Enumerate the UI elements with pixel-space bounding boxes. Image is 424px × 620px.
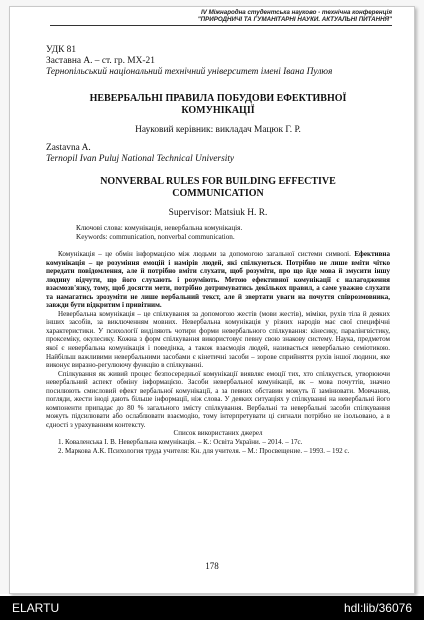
paragraph-1-bold: Ефективна комунікація – це розуміння емоцій і намірів людей, які спілкуються. Потрібно не лише вміти чітко передати повідомлення, але й потрібно вміти слухати, щоб розуміти, про що йде мова й змусити іншу людину відчути, що його слухають і розуміють. Метою ефективної комунікації є налагодження взаємозв'язку, тому, щоб досягти мети, потрібно дотримуватись декількох правил, а саме уважно слухати та намагатись зрозуміти не лише вербальний текст, але й звертати уваги на почуття співрозмовника, завжди бути відкритим і привітним. (46, 250, 390, 310)
title-en-line-1: NONVERBAL RULES FOR BUILDING EFFECTIVE (100, 176, 336, 187)
conference-header (198, 9, 392, 23)
reference-item: 1. Коваленська І. В. Невербальна комунікація. – К.: Освіта України. – 2014. – 17с. (58, 438, 303, 447)
affiliation-ua: Тернопільський національний технічний університет імені Івана Пулюя (46, 67, 333, 77)
repository-footer (0, 596, 424, 620)
keywords-block (76, 224, 390, 241)
supervisor-ua: Науковий керівник: викладач Мацюк Г. Р. (135, 125, 301, 135)
title-en-line-2: COMMUNICATION (172, 187, 264, 199)
repository-name: ELARTU (12, 601, 60, 615)
meta-block (46, 45, 390, 78)
reference-item: 2. Маркова А.К. Психология труда учителя: Кн. для учителя. – М.: Просвещение. – 1993. – 192 с. (58, 446, 350, 455)
paragraph-2: Невербальна комунікація – це спілкування за допомогою жестів (мови жестів), міміки, рухів тіла й деяких інших засобів, за виключенням мовних. Невербальна комунікація у різних народів має свої специфічні характеристики. У психології виділяють чотири форми невербального спілкування: кінесику, паралінгвістику, проксеміку, окулесику. Кожна з форм спілкування використовує певну свою знакову систему. Наука, предметом якої є невербальна комунікація і поведінка, а також взаємодія людей, називається невербально семіотикою. Найбільш важливими невербальними засобами є кінетичні засоби – зорове сприйняття рухів іншої людини, яке виконує виразно-регулюючу функцію в спілкуванні. (46, 309, 390, 370)
conference-line-1: IV Міжнародна студентська науково - технічна конференція (201, 9, 392, 16)
author-en-block (46, 143, 390, 165)
keywords-en: Keywords: communication, nonverbal communication. (76, 232, 235, 241)
paragraph-1-lead: Комунікація – це обмін інформацією між людьми за допомогою загальної системи символі. (58, 250, 355, 258)
udc-code: УДК 81 (46, 45, 77, 55)
supervisor-ua-block (46, 125, 390, 136)
keywords-ua: Ключові слова: комунікація, невербальна комунікація. (76, 224, 243, 232)
author-ua: Заставна А. – ст. гр. МХ-21 (46, 56, 155, 66)
title-ua (46, 93, 390, 116)
article-body (46, 250, 390, 455)
header-divider (50, 25, 392, 26)
paragraph-1 (46, 250, 390, 310)
affiliation-en: Ternopil Ivan Puluj National Technical University (46, 154, 235, 164)
paragraph-3: Спілкування як живий процес безпосередньої комунікації виявляє емоції тих, хто спілкується, утворюючи невербальний аспект обміну інформацією. Засоби невербальної комунікації, як – мова почуттів, значно посилюють смисловий ефект вербальної комунікації, а за певних обставин можуть її замінювати. Мовчання, погляди, жести іноді дають більше інформації, ніж слова. У деяких ситуаціях у спілкуванні на невербальні його компоненти припадає до 80 % загального змісту спілкування. Вербальні та невербальні засоби спілкування можуть підсилювати або ослаблювати взаємодію, тому інтерпретувати ці сигнали потрібно не ізольовано, а в єдності з урахуванням контексту. (46, 369, 390, 429)
references-heading: Список використаних джерел (173, 429, 263, 438)
page-number: 178 (205, 561, 219, 571)
title-ua-line-2: КОМУНІКАЦІЇ (181, 104, 255, 116)
author-en: Zastavna A. (46, 143, 91, 153)
supervisor-en-block (46, 208, 390, 219)
title-en (46, 176, 390, 199)
supervisor-en: Supervisor: Matsiuk H. R. (168, 208, 268, 218)
document-page (9, 6, 415, 594)
handle-id: hdl:lib/36076 (343, 601, 412, 615)
title-ua-line-1: НЕВЕРБАЛЬНІ ПРАВИЛА ПОБУДОВИ ЕФЕКТИВНОЇ (89, 93, 347, 104)
conference-line-2: "ПРИРОДНИЧІ ТА ГУМАНІТАРНІ НАУКИ. АКТУАЛЬНІ ПИТАННЯ" (197, 16, 392, 24)
